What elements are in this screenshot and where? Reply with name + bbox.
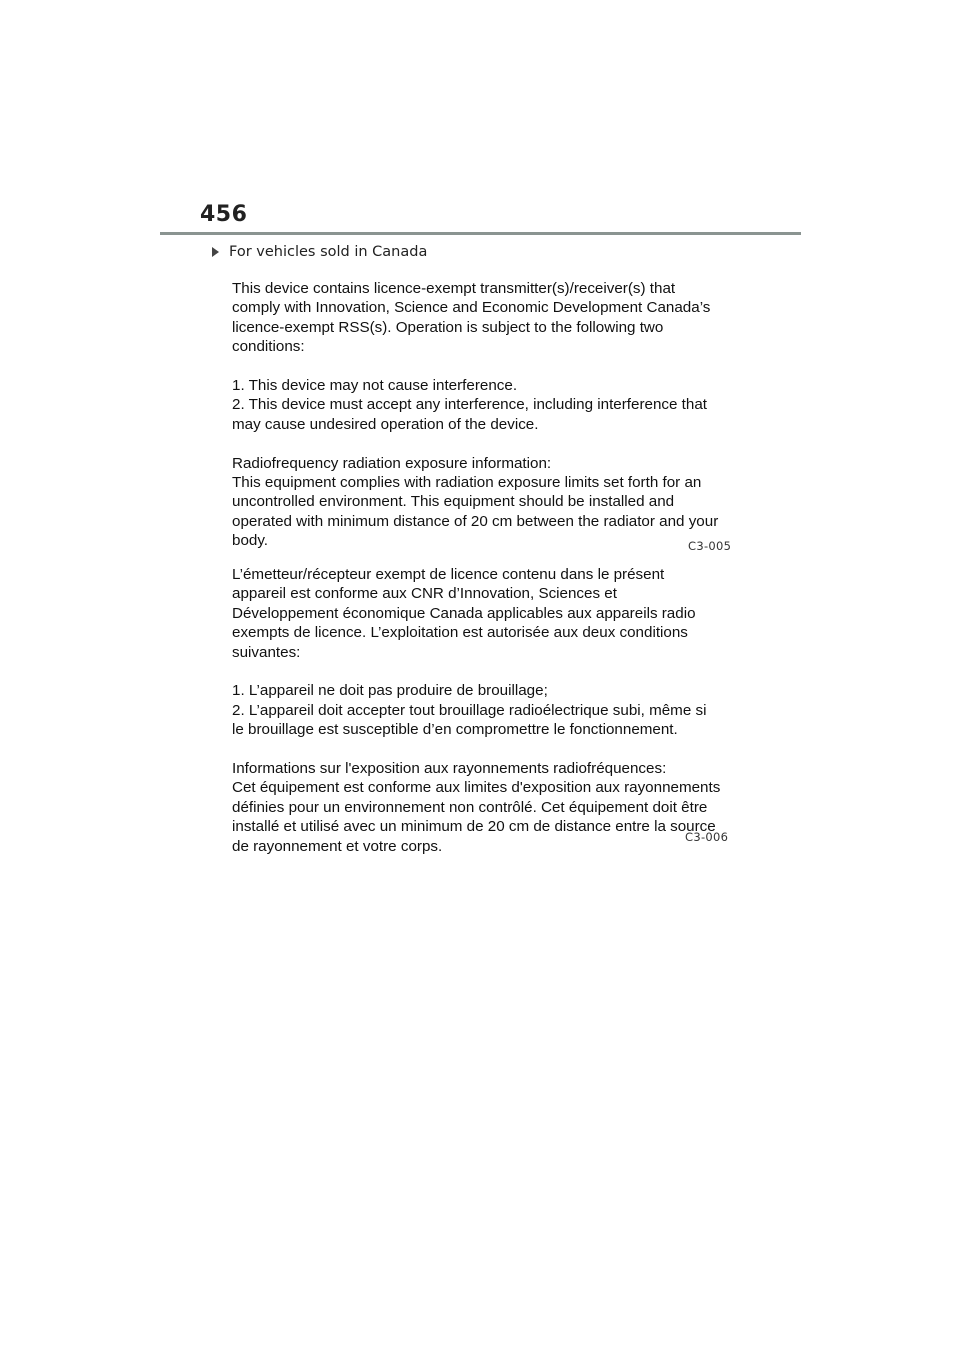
- rf-line: Cet équipement est conforme aux limites d'exposition aux rayonnements: [232, 779, 721, 797]
- paragraph-gap: [232, 662, 732, 681]
- rf-line: de rayonnement et votre corps.: [232, 837, 443, 855]
- triangle-bullet-icon: [212, 247, 219, 257]
- rf-line: uncontrolled environment. This equipment should be installed and: [232, 493, 675, 511]
- paragraph-gap: [232, 434, 732, 453]
- figure-code-english: C3-005: [688, 539, 732, 553]
- rf-line: operated with minimum distance of 20 cm between the radiator and your: [232, 512, 719, 530]
- paragraph-gap: [232, 740, 732, 759]
- condition-line: 1. This device may not cause interference.: [232, 377, 518, 395]
- rf-line: définies pour un environnement non contrôlé. Cet équipement doit être: [232, 798, 708, 816]
- notice-french: [232, 565, 732, 856]
- condition-line: may cause undesired operation of the device.: [232, 415, 539, 433]
- rf-line: body.: [232, 532, 269, 550]
- condition-line: 1. L’appareil ne doit pas produire de brouillage;: [232, 682, 548, 700]
- notice-line: This device contains licence-exempt transmitter(s)/receiver(s) that: [232, 280, 676, 297]
- notice-line: conditions:: [232, 338, 305, 356]
- condition-line: le brouillage est susceptible d’en compromettre le fonctionnement.: [232, 721, 678, 739]
- notice-line: suivantes:: [232, 643, 301, 661]
- notice-line: comply with Innovation, Science and Economic Development Canada’s: [232, 299, 711, 317]
- notice-english: [232, 279, 732, 551]
- notice-line: licence-exempt RSS(s). Operation is subject to the following two: [232, 318, 664, 336]
- figure-code-french: C3-006: [685, 830, 729, 844]
- rf-line: installé et utilisé avec un minimum de 20 cm de distance entre la source: [232, 818, 716, 836]
- condition-line: 2. This device must accept any interference, including interference that: [232, 396, 708, 414]
- notice-line: Développement économique Canada applicables aux appareils radio: [232, 604, 696, 622]
- rf-line: This equipment complies with radiation exposure limits set forth for an: [232, 474, 702, 492]
- notice-line: exempts de licence. L’exploitation est autorisée aux deux conditions: [232, 624, 688, 642]
- condition-line: 2. L’appareil doit accepter tout brouillage radioélectrique subi, même si: [232, 701, 707, 719]
- notice-line: L’émetteur/récepteur exempt de licence contenu dans le présent: [232, 566, 665, 583]
- rf-title: Informations sur l'exposition aux rayonnements radiofréquences:: [232, 760, 667, 778]
- rf-title: Radiofrequency radiation exposure information:: [232, 454, 552, 472]
- section-heading-text: For vehicles sold in Canada: [229, 244, 428, 260]
- header-rule: [160, 232, 801, 235]
- paragraph-gap: [232, 357, 732, 376]
- section-heading: [212, 244, 427, 260]
- notice-line: appareil est conforme aux CNR d’Innovation, Sciences et: [232, 585, 617, 603]
- page-number: 456: [200, 202, 248, 227]
